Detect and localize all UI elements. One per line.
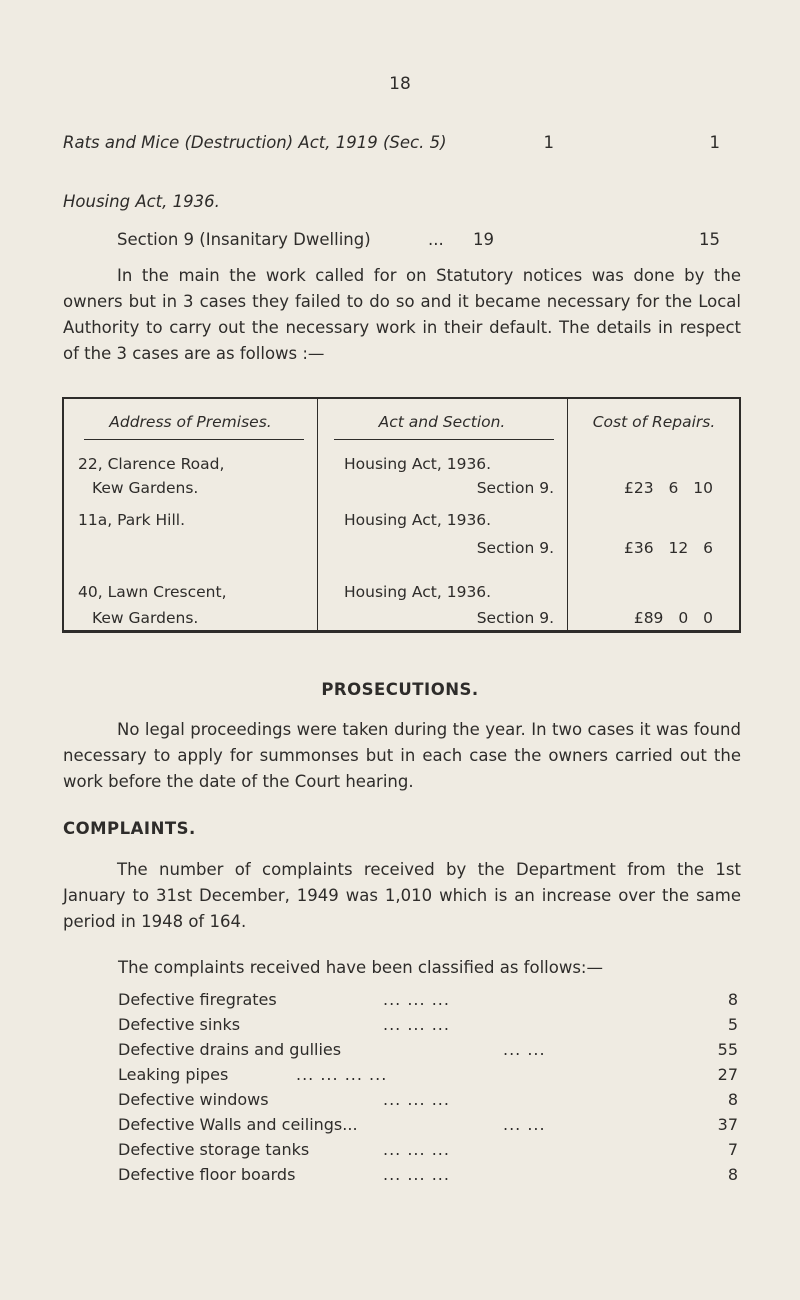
list-item bbox=[118, 1015, 738, 1039]
intro-paragraph: In the main the work called for on Statutory notices was done by the owners but in 3 cases they failed to do so and it became necessary for the Local Authority to carry out the necessary work in their default. The details in respect of the 3 cases are as follows :— bbox=[63, 266, 741, 363]
list-item-value: 55 bbox=[717, 1040, 738, 1059]
list-item-label: Defective floor boards bbox=[118, 1165, 296, 1184]
list-item-value: 7 bbox=[727, 1140, 738, 1159]
row3-address-line1: 40, Lawn Crescent, bbox=[78, 583, 227, 601]
row3-section: Section 9. bbox=[476, 609, 554, 627]
row3-address-line2: Kew Gardens. bbox=[92, 609, 199, 627]
list-item-label: Defective sinks bbox=[118, 1015, 241, 1034]
row3-cost: £89 0 0 bbox=[633, 609, 713, 627]
statutory-row-col2: 1 bbox=[709, 133, 720, 152]
statutory-row-col1: 1 bbox=[543, 133, 554, 152]
row2-section: Section 9. bbox=[476, 539, 554, 557]
list-item bbox=[118, 1115, 738, 1139]
list-item-dots: ... ... ... bbox=[383, 1015, 450, 1034]
prosecutions-text: No legal proceedings were taken during the year. In two cases it was found necessary to apply for summonses but in each case the owners carried out the work before the date of the Court hearing. bbox=[63, 720, 741, 791]
page-number: 18 bbox=[389, 74, 411, 94]
list-item-dots: ... ... bbox=[503, 1040, 546, 1059]
table-divider bbox=[317, 399, 318, 630]
list-item-dots: ... ... ... bbox=[383, 1165, 450, 1184]
row3-act: Housing Act, 1936. bbox=[344, 583, 492, 601]
table-divider bbox=[567, 399, 568, 630]
housing-act-heading: Housing Act, 1936. bbox=[63, 192, 220, 211]
list-item-dots: ... ... ... bbox=[383, 1140, 450, 1159]
row1-address-line1: 22, Clarence Road, bbox=[78, 455, 225, 473]
list-item bbox=[118, 990, 738, 1014]
list-item-label: Defective firegrates bbox=[118, 990, 277, 1009]
list-item bbox=[118, 1165, 738, 1189]
list-item-label: Defective Walls and ceilings... bbox=[118, 1115, 358, 1134]
list-item-dots: ... ... bbox=[503, 1115, 546, 1134]
list-item bbox=[118, 1040, 738, 1064]
complaints-heading: COMPLAINTS. bbox=[63, 819, 196, 838]
cost-of-repairs-table bbox=[62, 397, 741, 633]
list-item bbox=[118, 1090, 738, 1114]
complaints-text: The number of complaints received by the Department from the 1st January to 31st December, 1949 was 1,010 which is an increase over the same period in 1948 of 164. bbox=[63, 860, 741, 931]
list-item bbox=[118, 1065, 738, 1089]
list-item-dots: ... ... ... ... bbox=[296, 1065, 388, 1084]
row1-section: Section 9. bbox=[476, 479, 554, 497]
statutory-row-label: Rats and Mice (Destruction) Act, 1919 (Sec. 5) bbox=[63, 133, 447, 152]
housing-row-col2: 15 bbox=[699, 230, 720, 249]
list-item-value: 37 bbox=[717, 1115, 738, 1134]
list-item-value: 8 bbox=[727, 990, 738, 1009]
header-rule bbox=[84, 439, 304, 440]
row2-cost: £36 12 6 bbox=[623, 539, 713, 557]
header-rule bbox=[334, 439, 554, 440]
row1-act: Housing Act, 1936. bbox=[344, 455, 492, 473]
list-item-value: 5 bbox=[727, 1015, 738, 1034]
prosecutions-heading: PROSECUTIONS. bbox=[321, 680, 479, 699]
header-act: Act and Section. bbox=[378, 413, 506, 431]
list-item-label: Defective windows bbox=[118, 1090, 269, 1109]
header-address: Address of Premises. bbox=[109, 413, 272, 431]
row2-address-line1: 11a, Park Hill. bbox=[78, 511, 186, 529]
list-item-value: 8 bbox=[727, 1090, 738, 1109]
complaints-list-intro: The complaints received have been classified as follows:— bbox=[118, 958, 603, 977]
list-item-label: Defective storage tanks bbox=[118, 1140, 310, 1159]
row1-address-line2: Kew Gardens. bbox=[92, 479, 199, 497]
list-item-dots: ... ... ... bbox=[383, 990, 450, 1009]
list-item-value: 8 bbox=[727, 1165, 738, 1184]
list-item-value: 27 bbox=[717, 1065, 738, 1084]
row1-cost: £23 6 10 bbox=[623, 479, 713, 497]
list-item-label: Defective drains and gullies bbox=[118, 1040, 342, 1059]
list-item-dots: ... ... ... bbox=[383, 1090, 450, 1109]
housing-row-label: Section 9 (Insanitary Dwelling) bbox=[117, 230, 371, 249]
list-item bbox=[118, 1140, 738, 1164]
header-cost: Cost of Repairs. bbox=[592, 413, 716, 431]
housing-row-dots: ... bbox=[428, 230, 444, 249]
list-item-label: Leaking pipes bbox=[118, 1065, 229, 1084]
row2-act: Housing Act, 1936. bbox=[344, 511, 492, 529]
housing-row-col1: 19 bbox=[473, 230, 494, 249]
